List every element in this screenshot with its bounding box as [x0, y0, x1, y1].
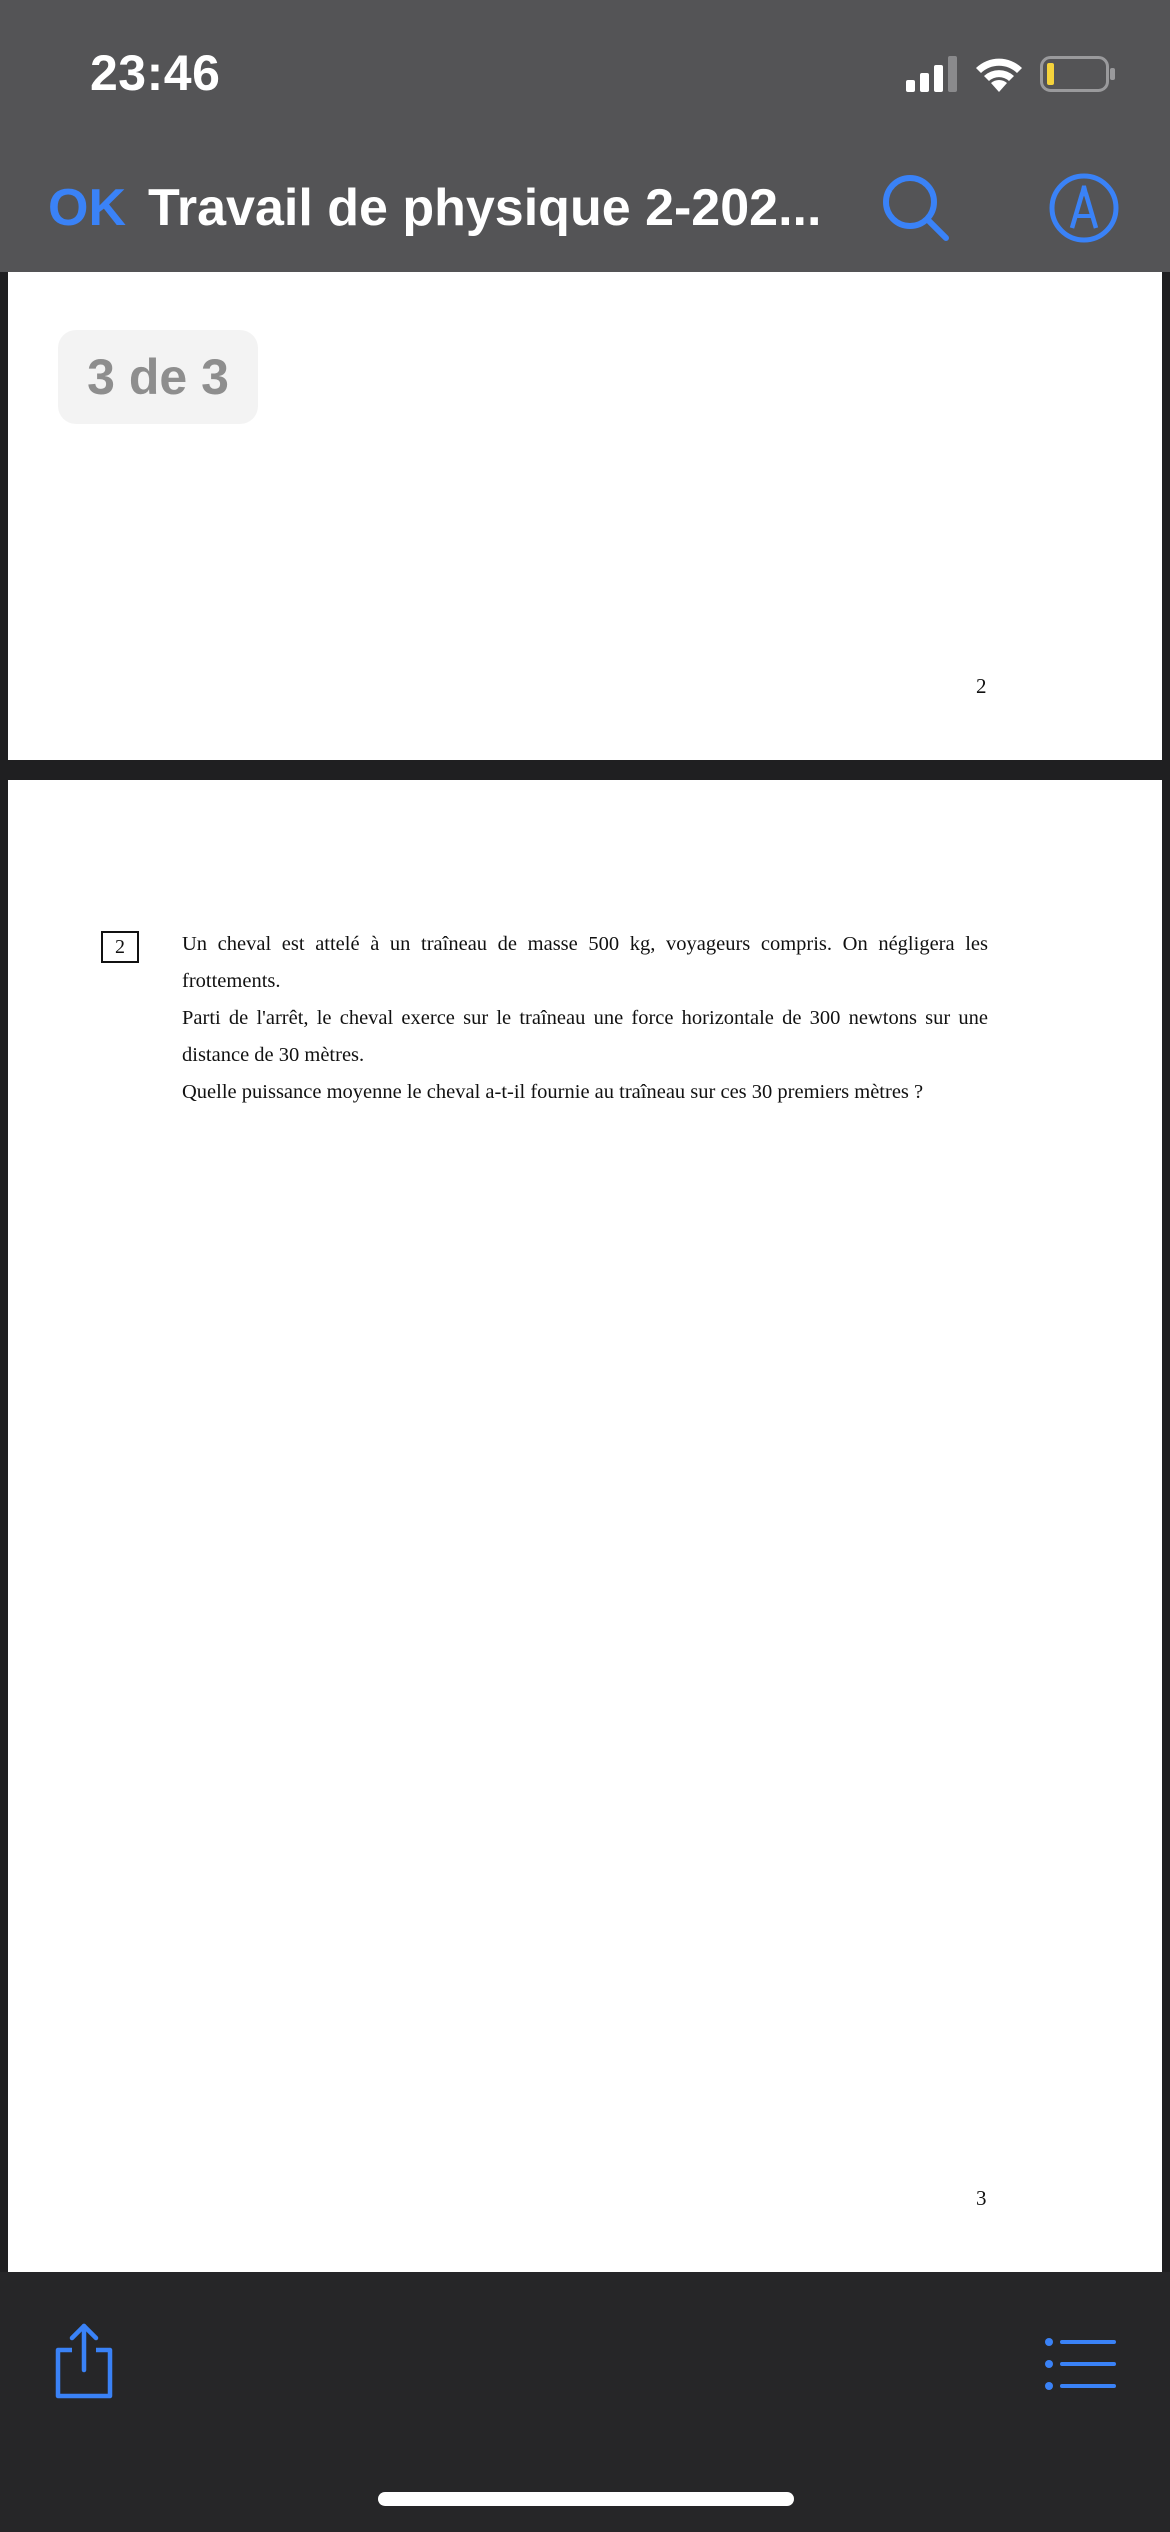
ok-button[interactable]: OK [48, 179, 126, 237]
question-paragraph: Un cheval est attelé à un traîneau de masse 500 kg, voyageurs compris. On négligera les frottements. [182, 933, 988, 992]
battery-low-icon [1040, 56, 1116, 92]
page-number: 3 [976, 2186, 987, 2210]
list-icon[interactable] [1044, 2336, 1116, 2392]
search-icon[interactable] [880, 172, 952, 244]
top-bar [0, 0, 1170, 272]
document-page [8, 780, 1162, 2272]
page-indicator: 3 de 3 [58, 330, 258, 424]
share-icon[interactable] [52, 2320, 116, 2400]
document-title: Travail de physique 2-202... [148, 179, 822, 237]
question-paragraph: Parti de l'arrêt, le cheval exerce sur le traîneau une force horizontale de 300 newtons sur une distance de 30 mètres. [182, 1007, 988, 1066]
cellular-signal-icon [906, 56, 958, 92]
question-number-box: 2 [101, 931, 139, 963]
wifi-icon [972, 52, 1026, 94]
markup-pen-icon[interactable] [1048, 172, 1120, 244]
question-paragraph: Quelle puissance moyenne le cheval a-t-il fournie au traîneau sur ces 30 premiers mètres ? [182, 1081, 924, 1103]
question-text [182, 926, 988, 1111]
page-number: 2 [976, 674, 987, 698]
home-indicator[interactable] [378, 2492, 794, 2506]
status-time: 23:46 [90, 45, 221, 101]
